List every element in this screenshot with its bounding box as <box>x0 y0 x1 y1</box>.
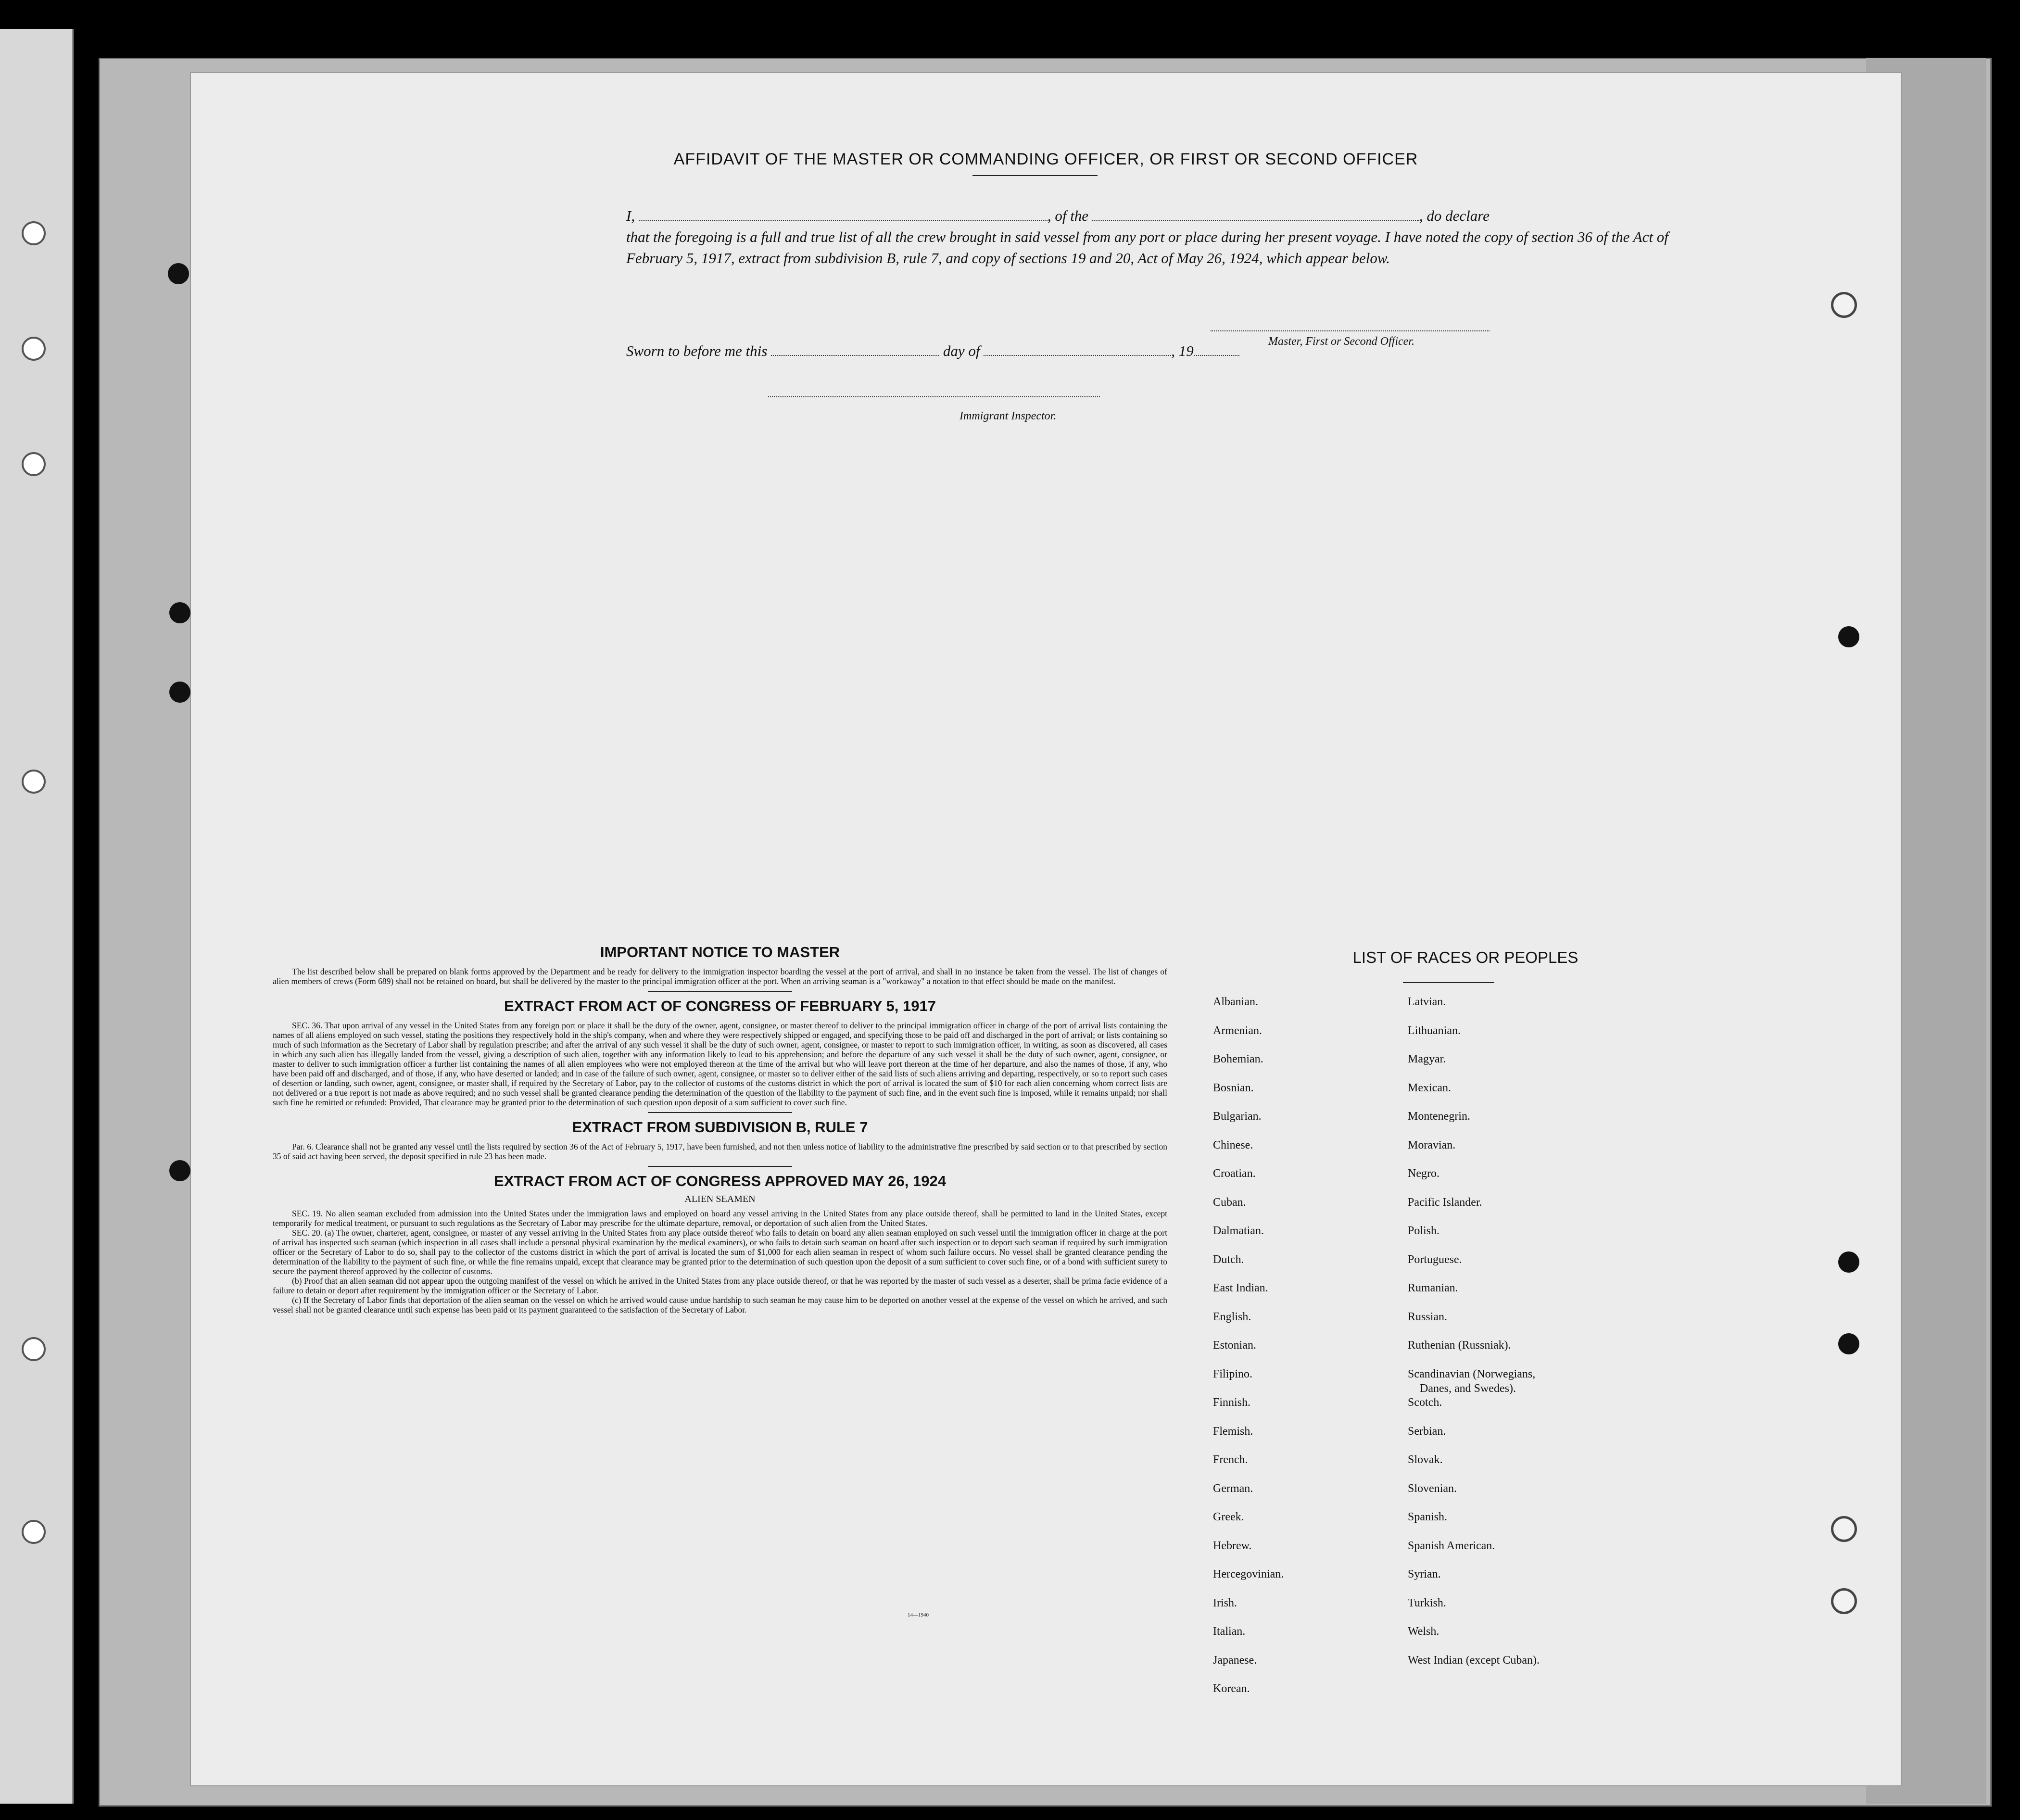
extract-1917-title: EXTRACT FROM ACT OF CONGRESS OF FEBRUARY 5, 1917 <box>504 998 936 1014</box>
race-item: Negro. <box>1408 1167 1439 1180</box>
sworn-year-blank <box>1194 342 1239 356</box>
race-item: Korean. <box>1213 1682 1250 1695</box>
notice-title: IMPORTANT NOTICE TO MASTER <box>600 944 840 961</box>
race-item: Hebrew. <box>1213 1539 1252 1552</box>
race-item: Scandinavian (Norwegians, <box>1408 1367 1536 1380</box>
race-item: Spanish American. <box>1408 1539 1495 1552</box>
race-item: Bosnian. <box>1213 1081 1254 1094</box>
inspector-caption: Immigrant Inspector. <box>960 410 1057 422</box>
race-item: Syrian. <box>1408 1568 1441 1580</box>
race-item: Cuban. <box>1213 1196 1246 1209</box>
notice-column <box>273 944 1167 1314</box>
binder-hole <box>22 1337 46 1361</box>
sec20a-paragraph: SEC. 20. (a) The owner, charterer, agent, consignee, or master of any vessel arriving in the United States from any place outside thereof who fails to detain on board any alien seaman employed on such vessel until the immigration officer in charge at the port of arrival has inspected such seaman (which inspection in all cases shall include a personal physical examination by the medical examiners), or who fails to detain such seaman on board after such inspection or to deport such seaman if required by such immigration officer or the Secretary of Labor to do so, shall pay to the collector of the customs district in which the port of arrival is located the sum of $1,000 for each alien seaman in respect of whom such failure occurs. No vessel shall be granted clearance pending the determination of the liability to the payment of such fine, or while the fine remains unpaid, except that clearance may be granted prior to the determination of such question upon the deposit of a sum sufficient to cover such fine, or of a bond with sufficient surety to secure the payment thereof approved by the collector of customs. <box>273 1228 1167 1276</box>
race-item: Montenegrin. <box>1408 1110 1470 1123</box>
notice-text <box>273 967 1167 986</box>
extract-rule7-text <box>273 1142 1167 1161</box>
race-item: Bulgarian. <box>1213 1110 1262 1123</box>
binder-hole <box>22 337 46 361</box>
extract-1924-title: EXTRACT FROM ACT OF CONGRESS APPROVED MAY 26, 1924 <box>494 1173 946 1189</box>
race-item: Serbian. <box>1408 1425 1446 1438</box>
race-item: Albanian. <box>1213 996 1258 1008</box>
affidavit-i: I, <box>626 207 635 224</box>
affidavit-title: AFFIDAVIT OF THE MASTER OR COMMANDING OFFICER, OR FIRST OR SECOND OFFICER <box>673 150 1418 168</box>
race-item: Danes, and Swedes). <box>1420 1382 1516 1395</box>
punch-hole <box>169 602 190 623</box>
race-item: Slovenian. <box>1408 1482 1457 1495</box>
race-item: English. <box>1213 1310 1251 1323</box>
punch-hole <box>168 263 189 284</box>
race-item: Latvian. <box>1408 996 1446 1008</box>
binder-hole <box>22 452 46 476</box>
punch-hole <box>1838 1251 1859 1273</box>
extract-rule7-paragraph: Par. 6. Clearance shall not be granted any vessel until the lists required by section 36 of the Act of February 5, 1917, have been furnished, and not then unless notice of liability to the administrative fine prescribed by said section or to that prescribed by section 35 of said act having been served, the deposit specified in rule 23 has been made. <box>273 1142 1167 1161</box>
section-rule <box>648 1166 792 1167</box>
title-rule <box>972 175 1098 176</box>
race-item: Dalmatian. <box>1213 1225 1264 1237</box>
race-item: Japanese. <box>1213 1654 1257 1667</box>
section-rule <box>648 1112 792 1113</box>
affidavit-body-text: that the foregoing is a full and true list of all the crew brought in said vessel from any port or place during her present voyage. I have noted the copy of section 36 of the Act of February 5, 1917, extract from subdivision B, rule 7, and copy of sections 19 and 20, Act of May 26, 1924, which appear below. <box>626 228 1668 266</box>
affidavit-declaration-line <box>626 205 1708 227</box>
affidavit-do-declare: , do declare <box>1419 207 1490 224</box>
punch-hole <box>1831 292 1857 318</box>
race-item: Dutch. <box>1213 1253 1244 1266</box>
sworn-month-blank <box>984 342 1171 356</box>
race-item: Greek. <box>1213 1511 1244 1523</box>
name-blank <box>639 207 1048 221</box>
race-item: Flemish. <box>1213 1425 1253 1438</box>
race-item: Moravian. <box>1408 1138 1456 1151</box>
race-item: Croatian. <box>1213 1167 1256 1180</box>
punch-hole <box>169 1160 190 1181</box>
race-item: Irish. <box>1213 1596 1237 1609</box>
punch-hole <box>1838 626 1859 647</box>
race-item: Spanish. <box>1408 1511 1448 1523</box>
extract-1917-text <box>273 1021 1167 1107</box>
race-item: Chinese. <box>1213 1138 1253 1151</box>
affidavit-text <box>626 205 1708 269</box>
race-item: Finnish. <box>1213 1396 1251 1409</box>
punch-hole <box>1831 1516 1857 1542</box>
race-item: Portuguese. <box>1408 1253 1462 1266</box>
race-item: Filipino. <box>1213 1367 1253 1380</box>
race-item: West Indian (except Cuban). <box>1408 1654 1540 1667</box>
race-item: Slovak. <box>1408 1453 1443 1466</box>
inspector-signature-line <box>768 396 1100 397</box>
extract-rule7-title: EXTRACT FROM SUBDIVISION B, RULE 7 <box>572 1119 868 1136</box>
binder-hole <box>22 221 46 245</box>
races-rule <box>1403 982 1494 983</box>
race-item: Ruthenian (Russniak). <box>1408 1339 1511 1352</box>
sworn-day-blank <box>771 342 939 356</box>
race-item: Scotch. <box>1408 1396 1442 1409</box>
race-item: Polish. <box>1408 1225 1440 1237</box>
race-item: Turkish. <box>1408 1596 1446 1609</box>
affidavit-of-the: , of the <box>1047 207 1089 224</box>
sec20c-paragraph: (c) If the Secretary of Labor finds that deportation of the alien seaman on the vessel on which he arrived would cause undue hardship to such seaman he may cause him to be deported on another vessel at the expense of the vessel on which he arrived, and such vessel shall not be granted clearance until such expense has been paid or its payment guaranteed to the satisfaction of the Secretary of Labor. <box>273 1295 1167 1314</box>
punch-hole <box>1831 1588 1857 1614</box>
race-item: Hercegovinian. <box>1213 1568 1284 1580</box>
race-item: Armenian. <box>1213 1024 1262 1037</box>
punch-hole <box>169 682 190 703</box>
master-signature-line <box>1211 330 1490 331</box>
race-item: Mexican. <box>1408 1081 1451 1094</box>
vessel-blank <box>1092 207 1419 221</box>
document-page <box>190 72 1902 1786</box>
race-item: Welsh. <box>1408 1625 1439 1638</box>
master-caption: Master, First or Second Officer. <box>1268 335 1414 348</box>
binder-strip <box>0 29 74 1804</box>
binder-hole <box>22 770 46 794</box>
race-item: Russian. <box>1408 1310 1448 1323</box>
race-item: Magyar. <box>1408 1053 1446 1065</box>
punch-hole <box>1838 1333 1859 1354</box>
race-item: German. <box>1213 1482 1253 1495</box>
race-item: Lithuanian. <box>1408 1024 1461 1037</box>
race-item: East Indian. <box>1213 1282 1268 1294</box>
sec20b-paragraph: (b) Proof that an alien seaman did not appear upon the outgoing manifest of the vessel on which he arrived in the United States from any place outside thereof, or that he was reported by the master of such vessel as a deserter, shall be prima facie evidence of a failure to detain or deport after requirement by the immigration officer or the Secretary of Labor. <box>273 1276 1167 1295</box>
binder-hole <box>22 1520 46 1544</box>
sec19-paragraph: SEC. 19. No alien seaman excluded from admission into the United States under the immigration laws and employed on board any vessel arriving in the United States from any place outside thereof, shall be permitted to land in the United States, except temporarily for medical treatment, or pursuant to such regulations as the Secretary of Labor may prescribe for the ultimate departure, removal, or deportation of such alien from the United States. <box>273 1209 1167 1228</box>
extract-1917-paragraph: SEC. 36. That upon arrival of any vessel in the United States from any foreign port or place it shall be the duty of the owner, agent, consignee, or master thereof to deliver to the principal immigration officer in charge of the port of arrival lists containing the names of all aliens employed on such vessel, stating the positions they respectively hold in the ship's company, when and where they were respectively shipped or engaged, and specifying those to be paid off and discharged in the port of arrival; or lists containing so much of such information as the Secretary of Labor shall by regulation prescribe; and after the arrival of any such vessel it shall be the duty of such owner, agent, consignee, or master to report to such immigration officer, in writing, as soon as discovered, all cases in which any such alien has illegally landed from the vessel, giving a description of such alien, together with any information likely to lead to his apprehension; and before the departure of any such vessel it shall be the duty of such owner, agent, consignee, or master to deliver to such immigration officer a further list containing the names of all alien employees who were not employed thereon at the time of the arrival but who will leave port thereon at the time of her departure, and also the names of those, if any, who have been paid off and discharged, and of those, if any, who have deserted or landed; and in case of the failure of such owner, agent, consignee, or master so to deliver either of the said lists of such aliens arriving and departing, respectively, or so to report such cases of desertion or landing, such owner, agent, consignee, or master shall, if required by the Secretary of Labor, pay to the collector of customs of the customs district in which the port of arrival is located the sum of $10 for each alien concerning whom correct lists are not delivered or a true report is not made as above required; and no such vessel shall be granted clearance pending the determination of the question of the liability to the payment of such fine, and in the event such fine is imposed, while it remains unpaid; nor shall such fine be remitted or refunded: Provided, That clearance may be granted prior to the determination of such question upon deposit of a sum sufficient to cover such fine. <box>273 1021 1167 1107</box>
sworn-label: Sworn to before me this <box>626 342 768 359</box>
race-item: French. <box>1213 1453 1248 1466</box>
race-item: Italian. <box>1213 1625 1246 1638</box>
race-item: Rumanian. <box>1408 1282 1458 1294</box>
race-item: Pacific Islander. <box>1408 1196 1482 1209</box>
section-rule <box>648 991 792 992</box>
form-number: 14—1940 <box>908 1612 929 1618</box>
sworn-year: , 19 <box>1171 342 1194 359</box>
sworn-line <box>626 342 1239 360</box>
sworn-day-of: day of <box>943 342 980 359</box>
alien-seamen-subtitle: ALIEN SEAMEN <box>684 1194 756 1204</box>
race-item: Estonian. <box>1213 1339 1256 1352</box>
races-title: LIST OF RACES OR PEOPLES <box>1352 948 1578 966</box>
notice-paragraph: The list described below shall be prepared on blank forms approved by the Department and be ready for delivery to the immigration inspector boarding the vessel at the port of arrival, and shall in no instance be taken from the vessel. The list of changes of alien members of crews (Form 689) shall not be retained on board, but shall be delivered by the master to the principal immigration officer at the port. When an arriving seaman is a "workaway" a notation to that effect should be made on the manifest. <box>273 967 1167 986</box>
race-item: Bohemian. <box>1213 1053 1263 1065</box>
extract-1924-text <box>273 1209 1167 1314</box>
